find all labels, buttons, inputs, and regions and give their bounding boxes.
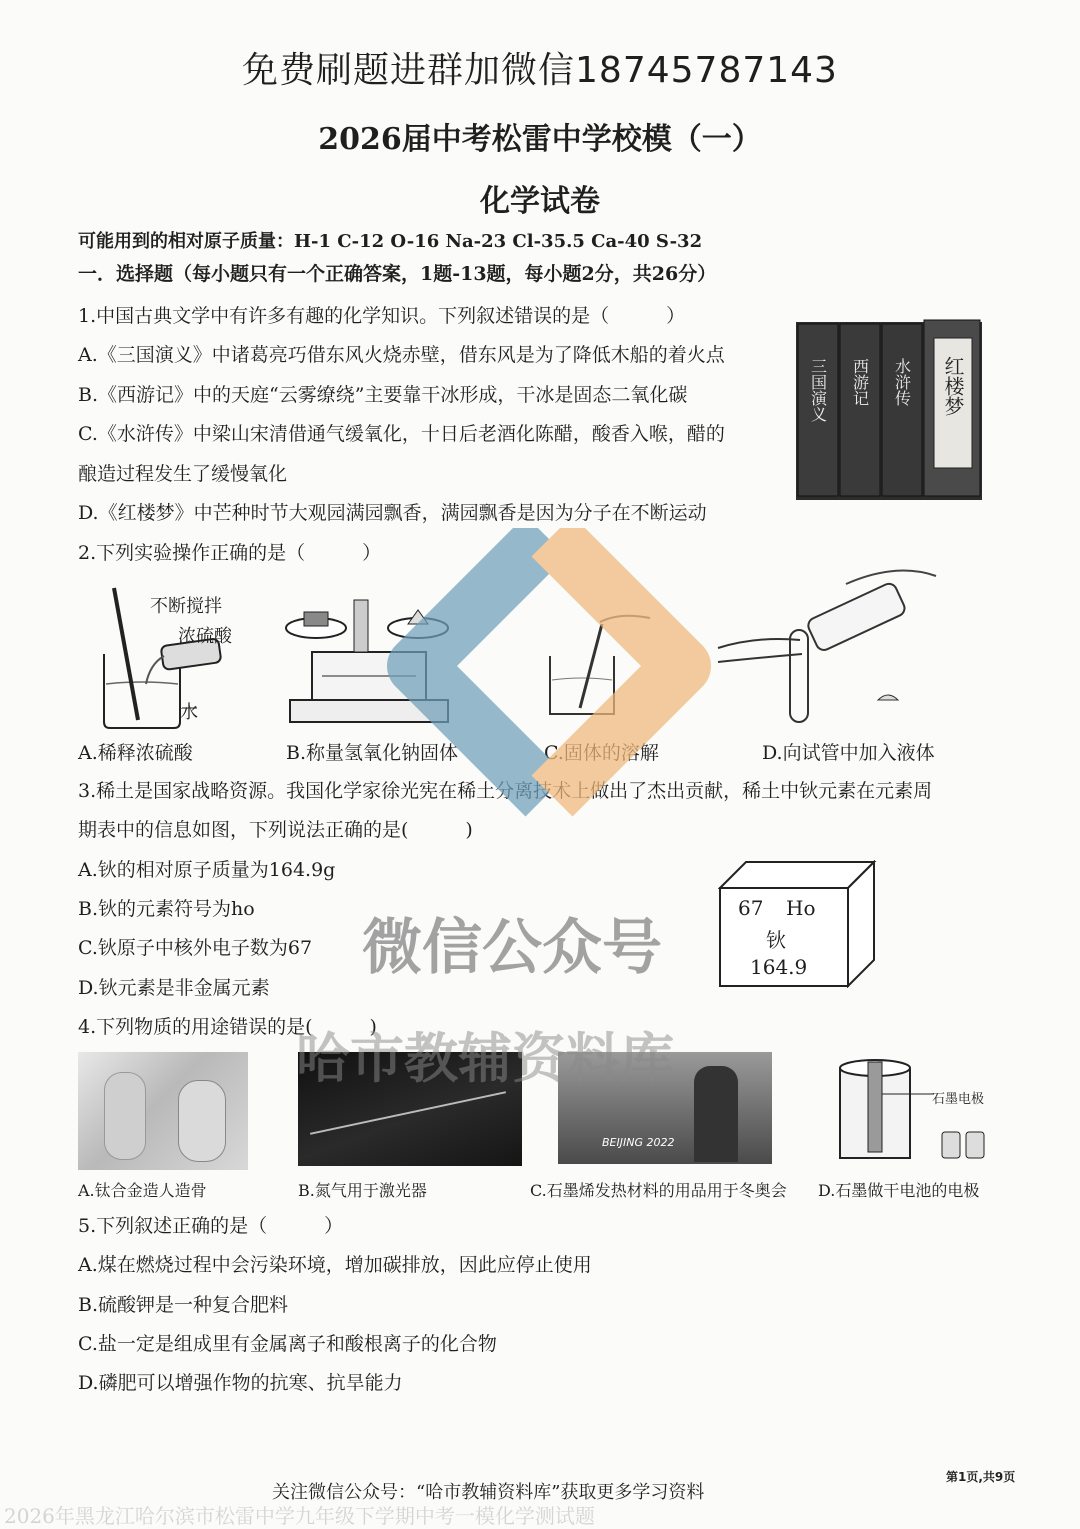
label-water: 水 bbox=[180, 702, 198, 723]
q1-option-a: A.《三国演义》中诸葛亮巧借东风火烧赤壁，借东风是为了降低木船的着火点 bbox=[78, 344, 725, 366]
footer-follow: 关注微信公众号：“哈市教辅资料库”获取更多学习资料 bbox=[272, 1482, 705, 1503]
q3-option-b: B.钬的元素符号为ho bbox=[78, 898, 255, 920]
q2-option-a: A.稀释浓硫酸 bbox=[78, 742, 193, 764]
figure-dry-battery bbox=[834, 1054, 994, 1166]
promo-line: 免费刷题进群加微信18745787143 bbox=[242, 50, 838, 91]
q3-option-d: D.钬元素是非金属元素 bbox=[78, 977, 270, 999]
label-graphite-electrode: 石墨电极 bbox=[932, 1092, 985, 1107]
atomic-masses: 可能用到的相对原子质量：H-1 C-12 O-16 Na-23 Cl-35.5 Ca-40 S-32 bbox=[78, 231, 703, 252]
q3-option-c: C.钬原子中核外电子数为67 bbox=[78, 937, 313, 959]
photo-artificial-bone bbox=[78, 1052, 248, 1170]
q4-option-a: A.钛合金造人造骨 bbox=[78, 1181, 207, 1200]
four-classics-books-figure bbox=[796, 318, 982, 500]
q1-option-d: D.《红楼梦》中芒种时节大观园满园飘香，满园飘香是因为分子在不断运动 bbox=[78, 502, 707, 524]
q5-option-d: D.磷肥可以增强作物的抗寒、抗旱能力 bbox=[78, 1372, 403, 1394]
q2-option-d: D.向试管中加入液体 bbox=[762, 742, 935, 764]
element-mass: 164.9 bbox=[750, 955, 808, 979]
q1-option-c: C.《水浒传》中梁山宋清借通气缓氧化，十日后老酒化陈醋，酸香入喉，醋的 bbox=[78, 423, 725, 445]
label-stir: 不断搅拌 bbox=[150, 596, 222, 617]
q3-option-a: A.钬的相对原子质量为164.9g bbox=[78, 859, 336, 881]
watermark-text-1: 微信公众号 bbox=[362, 913, 662, 983]
exam-subject: 化学试卷 bbox=[480, 184, 600, 219]
q2-option-b: B.称量氢氧化钠固体 bbox=[286, 742, 459, 764]
q4-option-d: D.石墨做干电池的电极 bbox=[818, 1181, 980, 1200]
q4-option-b: B.氮气用于激光器 bbox=[298, 1181, 427, 1200]
element-name: 钬 bbox=[766, 928, 786, 952]
q1-stem: 1.中国古典文学中有许多有趣的化学知识。下列叙述错误的是（ ） bbox=[78, 305, 686, 327]
q3-stem: 3.稀土是国家战略资源。我国化学家徐光宪在稀土分离技术上做出了杰出贡献，稀土中钬元素在元素周 bbox=[78, 780, 933, 802]
book-cover-title: 红楼梦 bbox=[941, 356, 965, 416]
book-spine-1: 三国演义 bbox=[808, 358, 828, 422]
q1-option-b: B.《西游记》中的天庭“云雾缭绕”主要靠干冰形成，干冰是固态二氧化碳 bbox=[78, 384, 688, 406]
element-symbol: Ho bbox=[786, 896, 816, 920]
watermark-logo bbox=[376, 528, 722, 828]
book-spine-3: 水浒传 bbox=[892, 358, 912, 406]
q5-option-b: B.硫酸钾是一种复合肥料 bbox=[78, 1294, 289, 1316]
q5-option-c: C.盐一定是组成里有金属离子和酸根离子的化合物 bbox=[78, 1333, 497, 1355]
exam-title: 2026届中考松雷中学校模（一） bbox=[318, 122, 762, 157]
q5-option-a: A.煤在燃烧过程中会污染环境，增加碳排放，因此应停止使用 bbox=[78, 1254, 592, 1276]
q1-option-c-cont: 酿造过程发生了缓慢氧化 bbox=[78, 463, 288, 485]
element-number: 67 bbox=[738, 896, 764, 920]
footer-bottom-caption: 2026年黑龙江哈尔滨市松雷中学九年级下学期中考一模化学测试题 bbox=[4, 1504, 595, 1528]
figure-pour-liquid bbox=[716, 566, 942, 726]
q5-stem: 5.下列叙述正确的是（ ） bbox=[78, 1215, 344, 1237]
section-heading: 一．选择题（每小题只有一个正确答案，1题-13题，每小题2分，共26分） bbox=[78, 263, 717, 285]
q3-stem-cont: 期表中的信息如图，下列说法正确的是( ) bbox=[78, 819, 473, 841]
label-conc-acid: 浓硫酸 bbox=[178, 626, 232, 647]
q2-option-c: C.固体的溶解 bbox=[544, 742, 659, 764]
q2-stem: 2.下列实验操作正确的是（ ） bbox=[78, 542, 382, 564]
q4-stem: 4.下列物质的用途错误的是( ) bbox=[78, 1016, 377, 1038]
page-number: 第1页,共9页 bbox=[946, 1470, 1016, 1484]
watermark-text-2: 哈市教辅资料库 bbox=[296, 1027, 674, 1090]
q4-option-c: C.石墨烯发热材料的用品用于冬奥会 bbox=[530, 1181, 787, 1200]
beijing-2022-text: BEIJING 2022 bbox=[602, 1136, 675, 1149]
book-spine-2: 西游记 bbox=[850, 358, 870, 406]
